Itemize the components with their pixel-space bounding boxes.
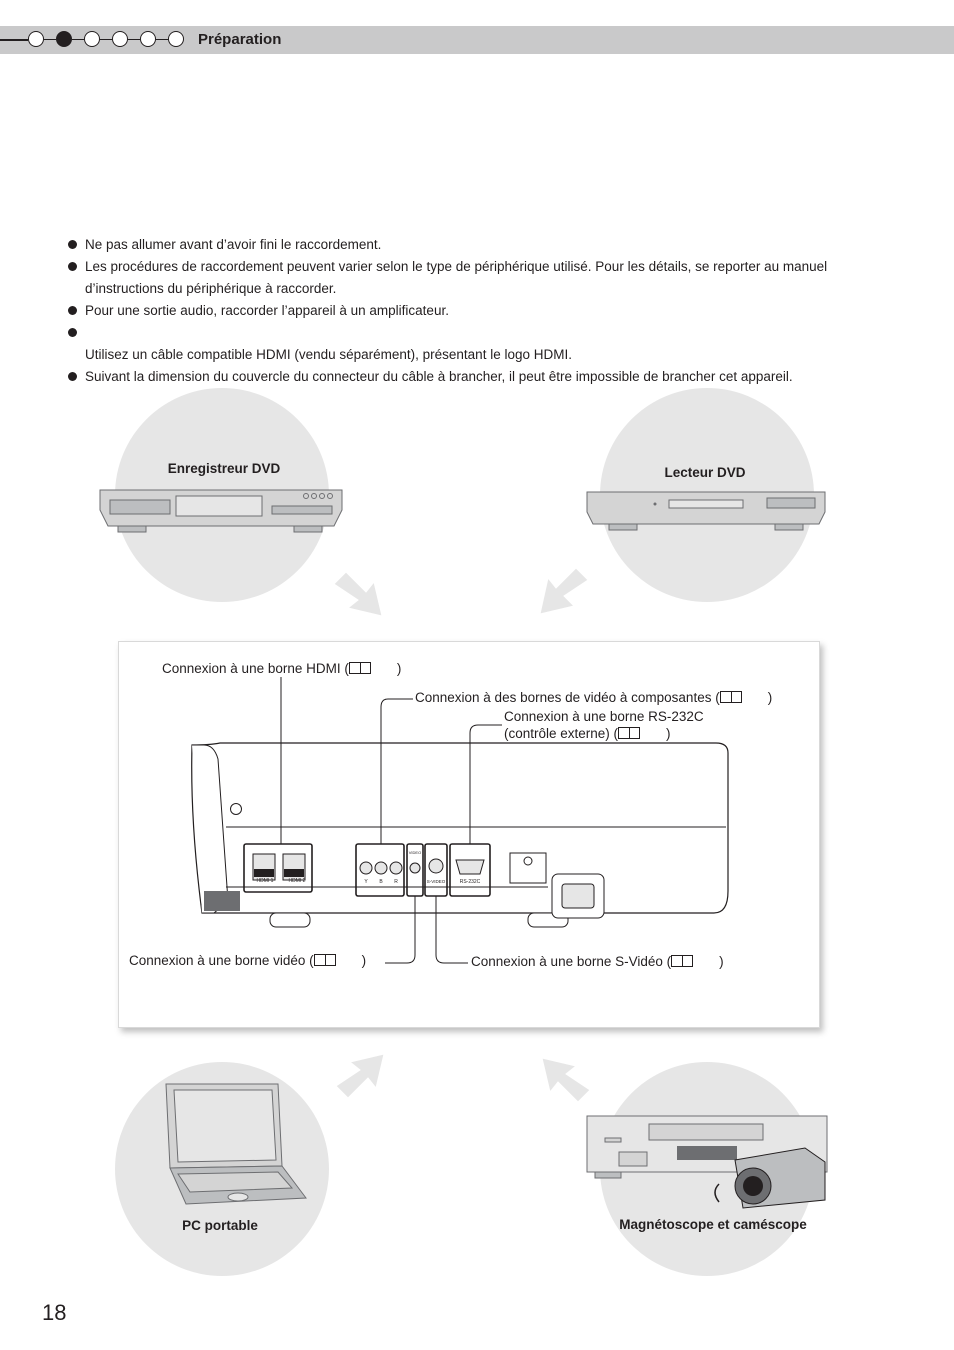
note-item: Pour une sortie audio, raccorder l’appareil à un amplificateur.	[68, 300, 908, 322]
book-reference-icon	[720, 691, 742, 703]
header-rule	[0, 39, 28, 41]
callout-hdmi	[162, 661, 401, 676]
dvd-player-label: Lecteur DVD	[664, 465, 746, 480]
svideo-port-label: S-VIDEO	[426, 879, 446, 884]
callout-svideo	[471, 954, 724, 969]
notes-list	[68, 234, 908, 388]
step-connector	[72, 39, 84, 40]
note-item-continuation: Utilisez un câble compatible HDMI (vendu séparément), présentant le logo HDMI.	[85, 347, 572, 362]
callout-hdmi-text: Connexion à une borne HDMI (	[162, 661, 349, 676]
step-connector	[100, 39, 112, 40]
note-item-empty	[68, 322, 908, 344]
step-indicator-2-active	[56, 31, 72, 47]
callout-video	[129, 953, 366, 968]
callout-svideo-text: Connexion à une borne S-Vidéo (	[471, 954, 672, 969]
callout-rs232-text: (contrôle externe) (	[504, 726, 619, 741]
arrow-to-projector-icon	[536, 566, 592, 618]
page-number: 18	[42, 1300, 67, 1325]
dvd-recorder-icon	[98, 486, 346, 534]
callout-close: )	[767, 690, 773, 705]
dvd-player-icon	[585, 490, 829, 532]
step-indicator-1	[28, 31, 44, 47]
step-indicator-6	[168, 31, 184, 47]
step-connector	[128, 39, 140, 40]
video-port-label: VIDEO	[408, 850, 422, 855]
callout-component	[415, 690, 772, 705]
note-item: Suivant la dimension du couvercle du connecteur du câble à brancher, il peut être impossible de brancher cet appareil.	[68, 366, 908, 388]
vcr-camcorder-icon	[585, 1112, 829, 1212]
book-reference-icon	[671, 955, 693, 967]
callout-video-text: Connexion à une borne vidéo (	[129, 953, 314, 968]
laptop-label: PC portable	[182, 1218, 258, 1233]
vcr-camcorder-label: Magnétoscope et caméscope	[619, 1217, 807, 1232]
y-port-label: Y	[364, 879, 368, 885]
callout-rs232-line1: Connexion à une borne RS-232C	[504, 709, 704, 724]
laptop-icon	[160, 1080, 310, 1210]
hdmi2-port-label: HDMI 2	[288, 878, 306, 884]
book-reference-icon	[618, 727, 640, 739]
step-connector	[156, 39, 168, 40]
rs232c-port-label: RS-232C	[459, 879, 481, 885]
book-reference-icon	[314, 954, 336, 966]
step-indicator-3	[84, 31, 100, 47]
callout-close: )	[719, 954, 724, 969]
callout-close: )	[361, 953, 367, 968]
callout-close: )	[666, 726, 671, 741]
step-connector	[44, 39, 56, 40]
step-indicator-5	[140, 31, 156, 47]
pb-port-label: B	[379, 879, 383, 885]
note-item: Ne pas allumer avant d’avoir fini le raccordement.	[68, 234, 908, 256]
arrow-to-projector-icon	[538, 1054, 594, 1104]
section-title: Préparation	[198, 31, 282, 48]
book-reference-icon	[349, 662, 371, 674]
callout-close: )	[396, 661, 402, 676]
callout-component-text: Connexion à des bornes de vidéo à composantes (	[415, 690, 720, 705]
arrow-to-projector-icon	[330, 570, 386, 620]
arrow-to-projector-icon	[332, 1050, 388, 1100]
hdmi1-port-label: HDMI 1	[256, 878, 274, 884]
callout-rs232-line2	[504, 726, 671, 741]
note-item: Les procédures de raccordement peuvent varier selon le type de périphérique utilisé. Pour les détails, se reporter au manuel d’instructions du périphérique à raccorder.	[68, 256, 908, 300]
step-indicator-4	[112, 31, 128, 47]
dvd-recorder-label: Enregistreur DVD	[167, 461, 281, 476]
pr-port-label: R	[394, 879, 398, 885]
